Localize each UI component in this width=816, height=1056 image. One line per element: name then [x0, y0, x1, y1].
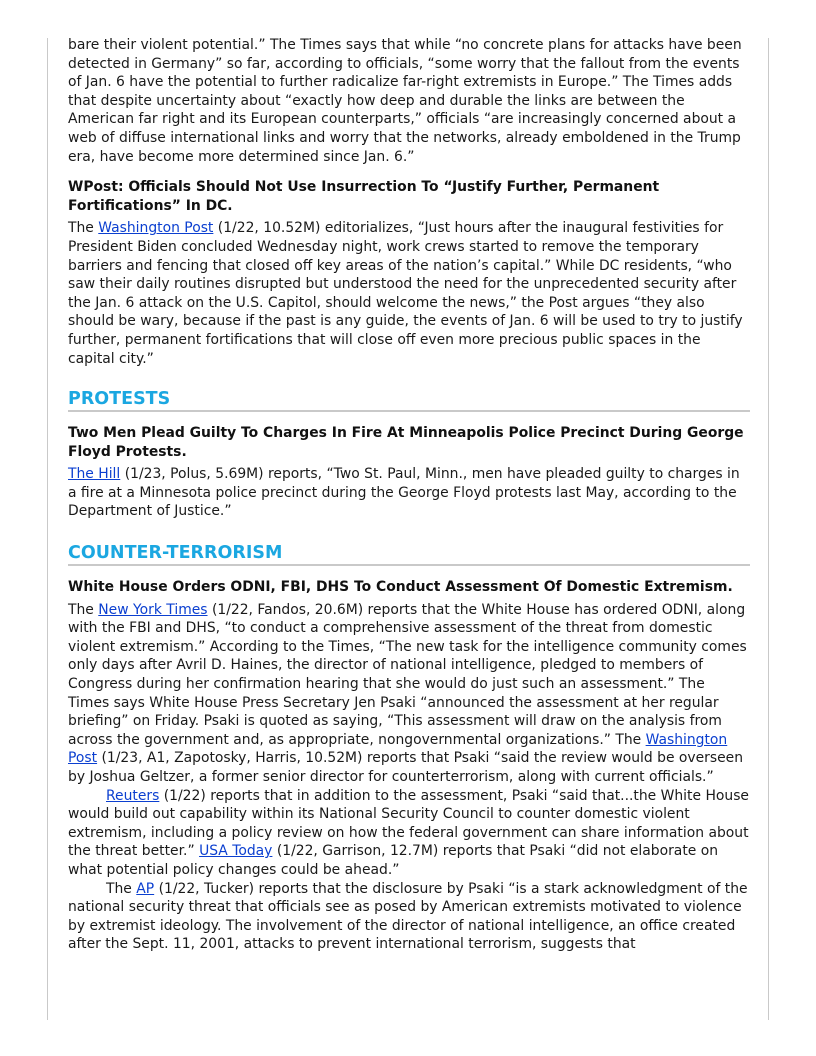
- body-text: (1/23, A1, Zapotosky, Harris, 10.52M) reports that Psaki “said the review would be overseen by Joshua Geltzer, a former senior director for counterterrorism, along with current officials.”: [68, 750, 744, 785]
- body-text: The: [106, 880, 137, 897]
- article-paragraph-2: [68, 787, 750, 880]
- article-paragraph-1: [68, 601, 750, 787]
- body-text: The: [68, 601, 99, 618]
- article-title: WPost: Officials Should Not Use Insurrection To “Justify Further, Permanent Fortifications” In DC.: [68, 179, 660, 214]
- article-title: White House Orders ODNI, FBI, DHS To Conduct Assessment Of Domestic Extremism.: [68, 579, 733, 596]
- body-text: (1/23, Polus, 5.69M) reports, “Two St. Paul, Minn., men have pleaded guilty to charges in a fire at a Minnesota police precinct during the George Floyd protests last May, according to the Department of Justice.”: [68, 466, 740, 520]
- body-text: (1/22, 10.52M) editorializes, “Just hours after the inaugural festivities for President Biden concluded Wednesday night, work crews started to remove the temporary barriers and fencing that closed off key areas of the nation’s capital.” While DC residents, “who saw their daily routines disrupted but understood the need for the unprecedented security after the Jan. 6 attack on the U.S. Capitol, should welcome the news,” the Post argues “they also should be wary, because if the past is any guide, the events of Jan. 6 will be used to try to justify further, permanent fortifications that will close off even more precious public spaces in the capital city.”: [68, 220, 743, 367]
- source-link-washington-post[interactable]: Washington Post: [98, 220, 214, 237]
- body-text: (1/22, Tucker) reports that the disclosure by Psaki “is a stark acknowledgment of the national security threat that officials see as posed by American extremists motivated to violence by extremist ideology. The involvement of the director of national intelligence, an office created after the Sept. 11, 2001, attacks to prevent international terrorism, suggests that: [68, 880, 748, 953]
- source-link-usa-today[interactable]: USA Today: [199, 843, 273, 860]
- article-wpost: [68, 178, 750, 368]
- article-counter-terrorism: [68, 578, 750, 954]
- body-text: (1/22) reports that in addition to the assessment, Psaki “said that...the White House would build out capability within its National Security Council to counter domestic violent extremism, including a policy review on how the federal government can share information about the threat better.”: [68, 787, 749, 860]
- source-link-new-york-times[interactable]: New York Times: [98, 601, 208, 618]
- article-body: [68, 219, 750, 368]
- source-link-washington-post-2[interactable]: Washington Post: [68, 731, 728, 767]
- article-title: Two Men Plead Guilty To Charges In Fire At Minneapolis Police Precinct During George Floyd Protests.: [68, 425, 744, 460]
- body-text: (1/22, Garrison, 12.7M) reports that Psaki “did not elaborate on what potential policy changes could be ahead.”: [68, 843, 719, 878]
- right-margin-rule: [768, 38, 769, 1020]
- article-protests: [68, 424, 750, 521]
- left-margin-rule: [47, 38, 48, 1020]
- article-body: [68, 465, 750, 521]
- article-paragraph-3: [68, 880, 750, 954]
- section-heading-protests: PROTESTS: [68, 388, 750, 412]
- section-heading-counter-terrorism: COUNTER-TERRORISM: [68, 542, 750, 566]
- body-text: The: [68, 220, 99, 237]
- document-page: [68, 36, 750, 954]
- source-link-reuters[interactable]: Reuters: [106, 787, 160, 804]
- source-link-ap[interactable]: AP: [136, 880, 155, 897]
- body-text: (1/22, Fandos, 20.6M) reports that the White House has ordered ODNI, along with the FBI and DHS, “to conduct a comprehensive assessment of the threat from domestic violent extremism.” According to the Times, “The new task for the intelligence community comes only days after Avril D. Haines, the director of national intelligence, pledged to members of Congress during her confirmation hearing that she would do just such an assessment.” The Times says White House Press Secretary Jen Psaki “announced the assessment at her regular briefing” on Friday. Psaki is quoted as saying, “This assessment will draw on the analysis from across the government and, as appropriate, nongovernmental organizations.” The: [68, 601, 747, 748]
- intro-paragraph: bare their violent potential.” The Times says that while “no concrete plans for attacks have been detected in Germany” so far, according to officials, “some worry that the fallout from the events of Jan. 6 have the potential to further radicalize far-right extremists in Europe.” The Times adds that despite uncertainty about “exactly how deep and durable the links are between the American far right and its European counterparts,” officials “are increasingly concerned about a web of diffuse international links and worry that the networks, already emboldened in the Trump era, have become more determined since Jan. 6.”: [68, 37, 742, 165]
- source-link-the-hill[interactable]: The Hill: [68, 466, 121, 483]
